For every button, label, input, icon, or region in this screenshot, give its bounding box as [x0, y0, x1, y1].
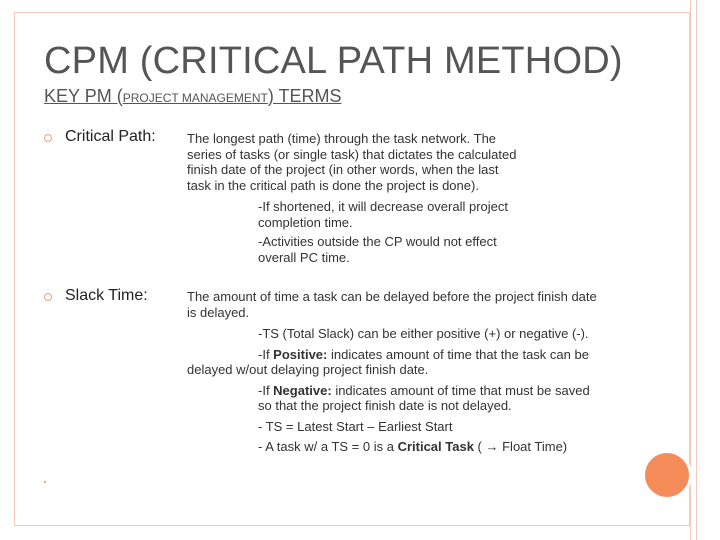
bullet-icon	[44, 293, 52, 301]
slack-time-zero	[187, 439, 602, 455]
slide-edge-strip	[690, 0, 720, 540]
subtitle-part-b: PROJECT MANAGEMENT	[122, 91, 268, 105]
positive-label: Positive:	[273, 346, 328, 362]
subtitle-part-a: KEY PM (	[44, 86, 123, 106]
critical-path-note-2: -Activities outside the CP would not effect overall PC time.	[258, 234, 497, 265]
stray-dot	[44, 481, 46, 483]
slide-subtitle	[44, 86, 342, 107]
negative-prefix: -If	[258, 382, 274, 398]
zero-end: Float Time)	[498, 439, 568, 454]
definition-critical-path	[187, 131, 517, 265]
slack-time-intro: The amount of time a task can be delayed before the project finish date is delayed.	[187, 289, 597, 320]
critical-task-label: Critical Task	[397, 439, 474, 454]
subtitle-part-c: ) TERMS	[267, 86, 342, 106]
slack-time-negative	[187, 383, 602, 414]
definition-slack-time	[187, 289, 602, 455]
critical-path-note-1: -If shortened, it will decrease overall project completion time.	[258, 199, 509, 230]
decorative-circle	[642, 450, 692, 500]
positive-prefix: -If	[258, 346, 274, 362]
term-critical-path: Critical Path:	[65, 128, 156, 145]
negative-text: indicates amount of time that must be saved so that the project finish date is not delayed.	[258, 382, 590, 413]
negative-label: Negative:	[273, 382, 332, 398]
slide-title: CPM (CRITICAL PATH METHOD)	[44, 40, 623, 82]
critical-path-intro: The longest path (time) through the task network. The series of tasks (or single task) that dictates the calculated finish date of the project (in other words, when the last task in the critical path is done the project is done).	[187, 131, 517, 193]
slack-time-formula: - TS = Latest Start – Earliest Start	[258, 418, 453, 434]
bullet-icon	[44, 134, 52, 142]
slack-time-ts: -TS (Total Slack) can be either positive (+) or negative (-).	[258, 326, 589, 341]
slack-time-positive	[187, 347, 602, 378]
arrow-right-icon: →	[485, 439, 499, 454]
zero-mid: (	[473, 439, 486, 454]
term-slack-time: Slack Time:	[65, 287, 148, 304]
zero-prefix: - A task w/ a TS = 0 is a	[258, 439, 398, 454]
positive-text: indicates amount of time that the task can be delayed w/out delaying project finish date.	[187, 346, 589, 377]
